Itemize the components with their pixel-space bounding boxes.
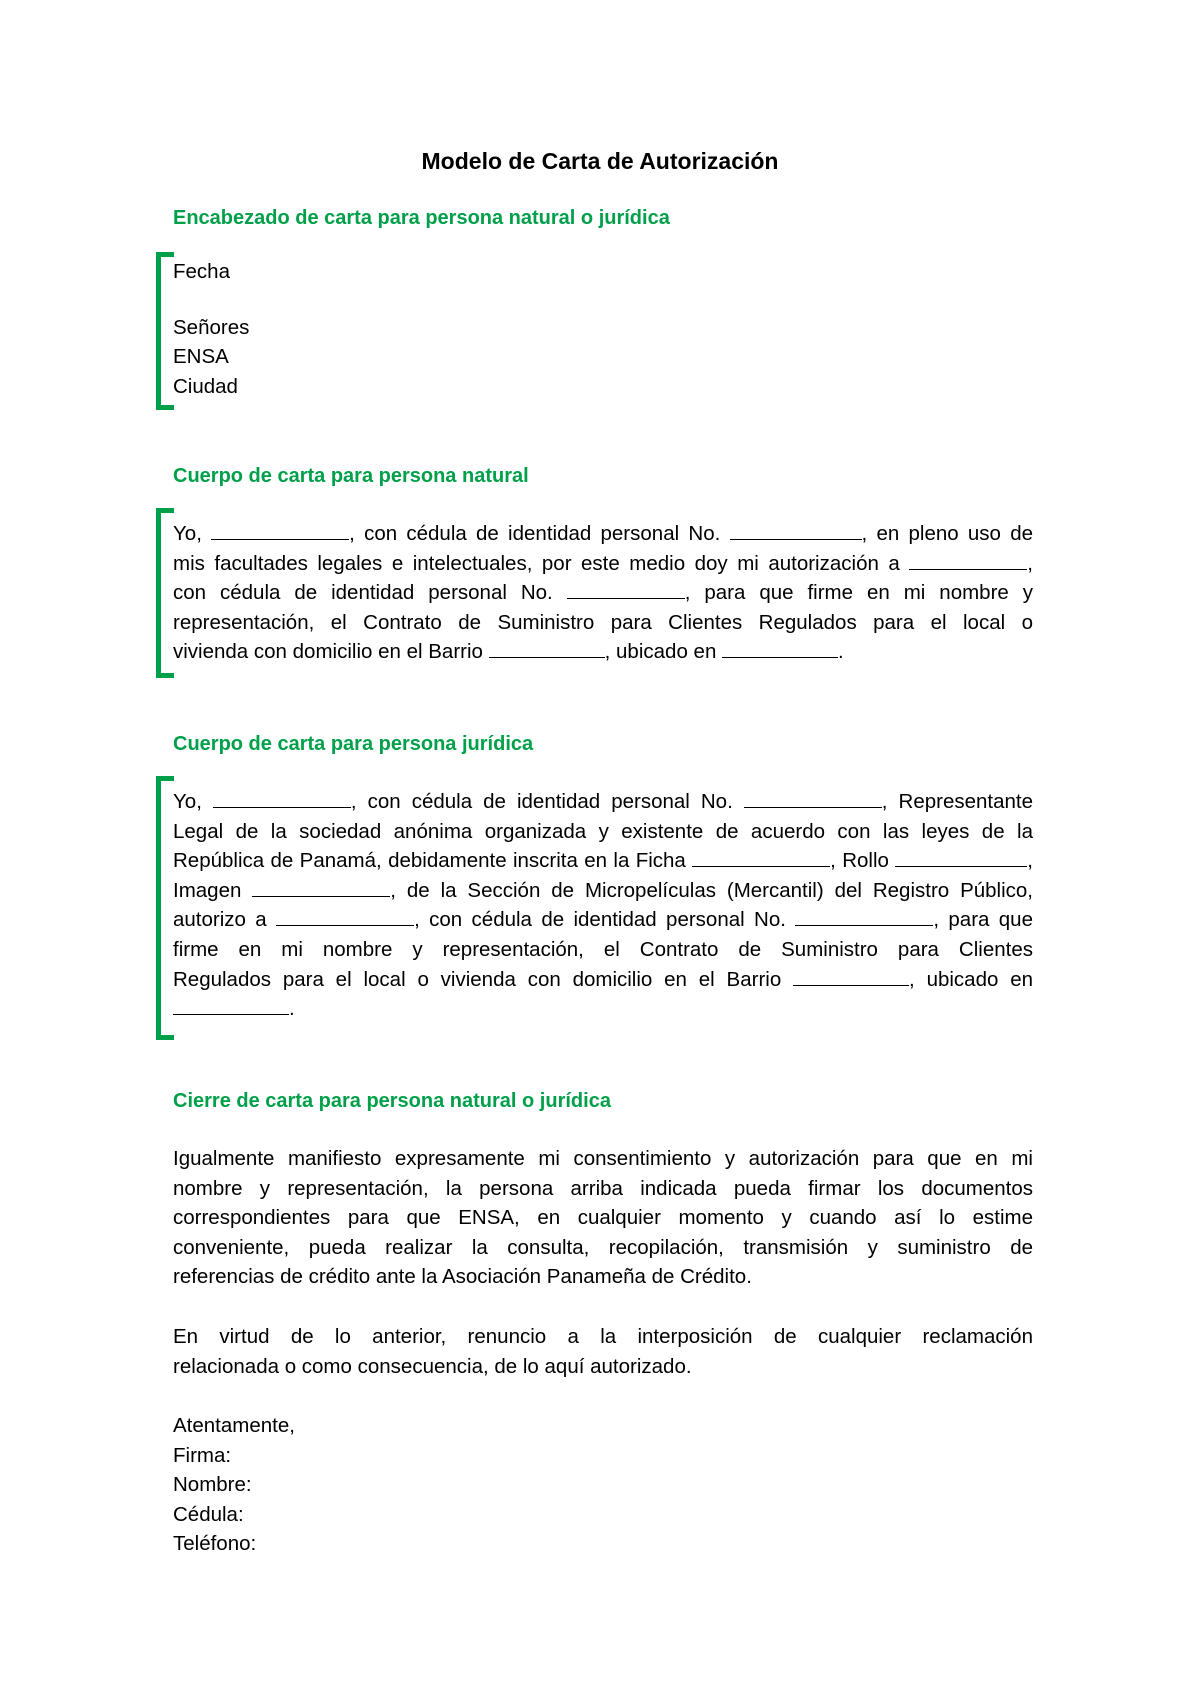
cierre-p1-line-3: correspondientes para que ENSA, en cualquier momento y cuando así lo estime	[173, 1206, 1033, 1230]
blank-cedula-juridica[interactable]	[795, 907, 933, 926]
fecha-line: Fecha	[173, 260, 230, 283]
juridica-body	[173, 787, 1033, 1024]
ensa-line: ENSA	[173, 345, 229, 369]
juridica-line-3: República de Panamá, debidamente inscrita en la Ficha , Rollo ,	[173, 849, 1033, 873]
blank-cedula[interactable]	[730, 521, 862, 540]
header-block	[173, 257, 1033, 401]
juridica-line-8: .	[173, 994, 1033, 1024]
blank-ubicacion[interactable]	[722, 639, 838, 658]
natural-line-1: Yo, , con cédula de identidad personal No. , en pleno uso de	[173, 522, 1034, 545]
juridica-line-7: Regulados para el local o vivienda con domicilio en el Barrio , ubicado en	[173, 967, 1033, 991]
cierre-p1-line-4: conveniente, pueda realizar la consulta, recopilación, transmisión y suministro de	[173, 1235, 1033, 1259]
blank-autorizado[interactable]	[909, 551, 1027, 570]
atentamente-line: Atentamente,	[173, 1414, 295, 1437]
ciudad-line: Ciudad	[173, 374, 238, 398]
blank-nombre[interactable]	[211, 521, 349, 540]
blank-rep-cedula[interactable]	[744, 789, 882, 808]
section-heading-juridica: Cuerpo de carta para persona jurídica	[173, 733, 534, 755]
natural-body	[173, 519, 1033, 667]
cierre-p2-line-2: relacionada o como consecuencia, de lo aquí autorizado.	[173, 1354, 692, 1378]
blank-autorizado-juridica[interactable]	[276, 907, 414, 926]
cierre-p1-line-5: referencias de crédito ante la Asociación Panameña de Crédito.	[173, 1265, 752, 1289]
natural-line-4: representación, el Contrato de Suministro para Clientes Regulados para el local o	[173, 610, 1033, 634]
cierre-p2-line-1: En virtud de lo anterior, renuncio a la interposición de cualquier reclamación	[173, 1325, 1033, 1348]
blank-rep-nombre[interactable]	[213, 789, 351, 808]
natural-line-2: mis facultades legales e intelectuales, por este medio doy mi autorización a ,	[173, 551, 1033, 575]
blank-ficha[interactable]	[692, 848, 830, 867]
cierre-p1-line-1: Igualmente manifiesto expresamente mi consentimiento y autorización para que en mi	[173, 1147, 1033, 1170]
juridica-line-5: autorizo a , con cédula de identidad personal No. , para que	[173, 908, 1033, 932]
juridica-line-2: Legal de la sociedad anónima organizada y existente de acuerdo con las leyes de la	[173, 819, 1033, 843]
blank-barrio-juridica[interactable]	[793, 967, 909, 986]
blank-imagen[interactable]	[252, 878, 390, 897]
blank-cedula-autorizado[interactable]	[567, 580, 685, 599]
section-heading-header: Encabezado de carta para persona natural o jurídica	[173, 207, 670, 229]
blank-rollo[interactable]	[895, 848, 1027, 867]
signature-block	[173, 1411, 1033, 1559]
cierre-paragraph-1	[173, 1144, 1033, 1292]
bracket-header	[156, 252, 174, 410]
firma-line: Firma:	[173, 1443, 232, 1467]
blank-barrio[interactable]	[489, 639, 605, 658]
natural-line-5: vivienda con domicilio en el Barrio , ubicado en .	[173, 640, 844, 664]
juridica-line-4: Imagen , de la Sección de Micropelículas (Mercantil) del Registro Público,	[173, 878, 1033, 902]
nombre-line: Nombre:	[173, 1473, 252, 1497]
natural-line-3: con cédula de identidad personal No. , para que firme en mi nombre y	[173, 581, 1034, 605]
telefono-line: Teléfono:	[173, 1532, 257, 1556]
bracket-juridica	[156, 776, 174, 1040]
bracket-natural	[156, 508, 174, 678]
juridica-line-1: Yo, , con cédula de identidad personal No. , Representante	[173, 790, 1033, 813]
senores-line: Señores	[173, 315, 250, 339]
blank-ubicacion-juridica[interactable]	[173, 996, 289, 1015]
page-title: Modelo de Carta de Autorización	[421, 148, 779, 174]
juridica-line-6: firme en mi nombre y representación, el Contrato de Suministro para Clientes	[173, 937, 1033, 961]
cierre-p1-line-2: nombre y representación, la persona arriba indicada pueda firmar los documentos	[173, 1176, 1033, 1200]
cedula-line: Cédula:	[173, 1502, 244, 1526]
section-heading-natural: Cuerpo de carta para persona natural	[173, 465, 529, 487]
section-heading-cierre: Cierre de carta para persona natural o jurídica	[173, 1090, 611, 1112]
cierre-paragraph-2	[173, 1322, 1033, 1381]
